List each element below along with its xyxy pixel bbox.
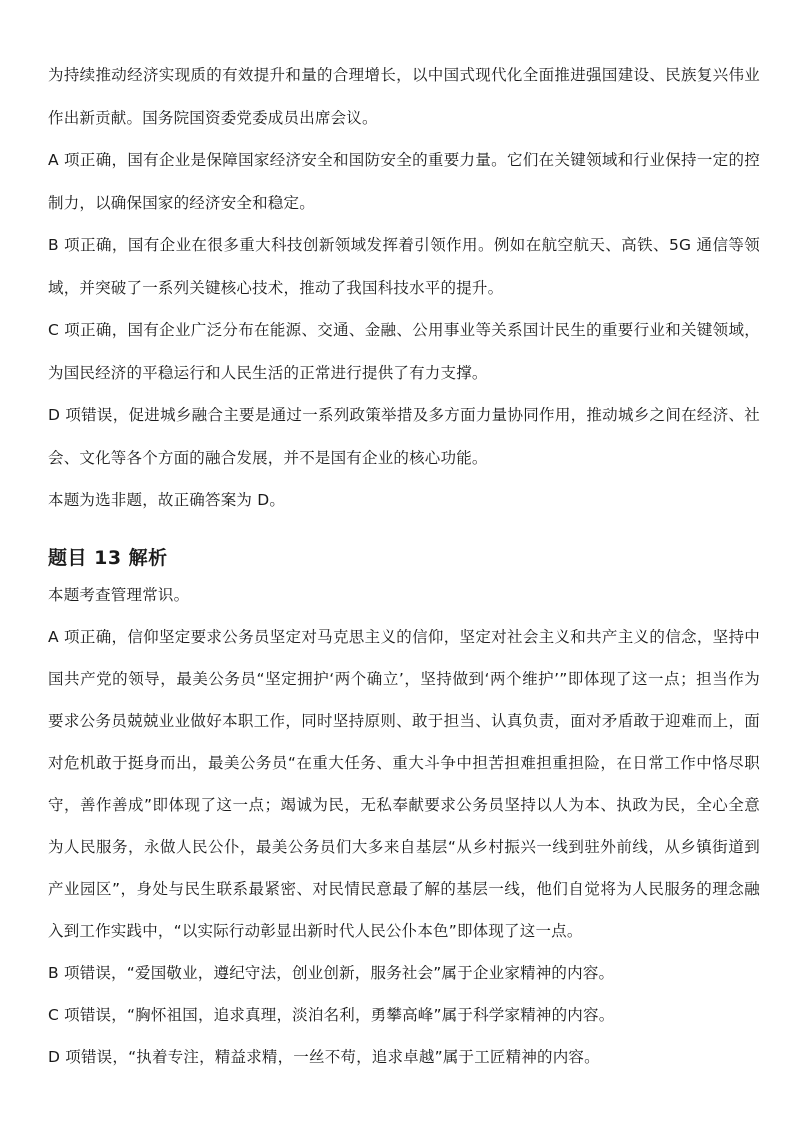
paragraph-option-d: D 项错误，促进城乡融合主要是通过一系列政策举措及多方面力量协同作用，推动城乡之间在经济、社会、文化等各个方面的融合发展，并不是国有企业的核心功能。 xyxy=(48,406,760,467)
paragraph-q13-option-b: B 项错误，“爱国敬业，遵纪守法，创业创新，服务社会”属于企业家精神的内容。 xyxy=(48,963,615,982)
paragraph-topic: 本题考查管理常识。 xyxy=(48,585,190,604)
paragraph-intro-continuation: 为持续推动经济实现质的有效提升和量的合理增长，以中国式现代化全面推进强国建设、民族复兴伟业作出新贡献。国务院国资委党委成员出席会议。 xyxy=(48,66,760,127)
section-heading-question-13: 题目 13 解析 xyxy=(48,546,168,569)
paragraph-q13-option-d: D 项错误，“执着专注，精益求精，一丝不苟，追求卓越”属于工匠精神的内容。 xyxy=(48,1047,600,1066)
paragraph-q13-option-c: C 项错误，“胸怀祖国，追求真理，淡泊名利，勇攀高峰”属于科学家精神的内容。 xyxy=(48,1005,615,1024)
paragraph-option-a: A 项正确，国有企业是保障国家经济安全和国防安全的重要力量。它们在关键领域和行业保持一定的控制力，以确保国家的经济安全和稳定。 xyxy=(48,151,760,212)
paragraph-answer: 本题为选非题，故正确答案为 D。 xyxy=(48,491,286,509)
paragraph-option-c: C 项正确，国有企业广泛分布在能源、交通、金融、公用事业等关系国计民生的重要行业和关键领域，为国民经济的平稳运行和人民生活的正常进行提供了有力支撑。 xyxy=(48,321,760,382)
paragraph-option-b: B 项正确，国有企业在很多重大科技创新领域发挥着引领作用。例如在航空航天、高铁、5G 通信等领域，并突破了一系列关键核心技术，推动了我国科技水平的提升。 xyxy=(48,236,760,297)
paragraph-q13-option-a: A 项正确，信仰坚定要求公务员坚定对马克思主义的信仰，坚定对社会主义和共产主义的信念，坚持中国共产党的领导，最美公务员“坚定拥护‘两个确立’，坚持做到‘两个维护’”即体现了这一点；担当作为要求公务员兢兢业业做好本职工作，同时坚持原则、敢于担当、认真负责，面对矛盾敢于迎难而上，面对危机敢于挺身而出，最美公务员“在重大任务、重大斗争中担苦担难担重担险，在日常工作中恪尽职守，善作善成”即体现了这一点；竭诚为民，无私奉献要求公务员坚持以人为本、执政为民，全心全意为人民服务，永做人民公仆，最美公务员们大多来自基层“从乡村振兴一线到驻外前线，从乡镇街道到产业园区”，身处与民生联系最紧密、对民情民意最了解的基层一线，他们自觉将为人民服务的理念融入到工作实践中，“以实际行动彰显出新时代人民公仆本色”即体现了这一点。 xyxy=(48,627,760,940)
document-page xyxy=(48,0,760,1078)
